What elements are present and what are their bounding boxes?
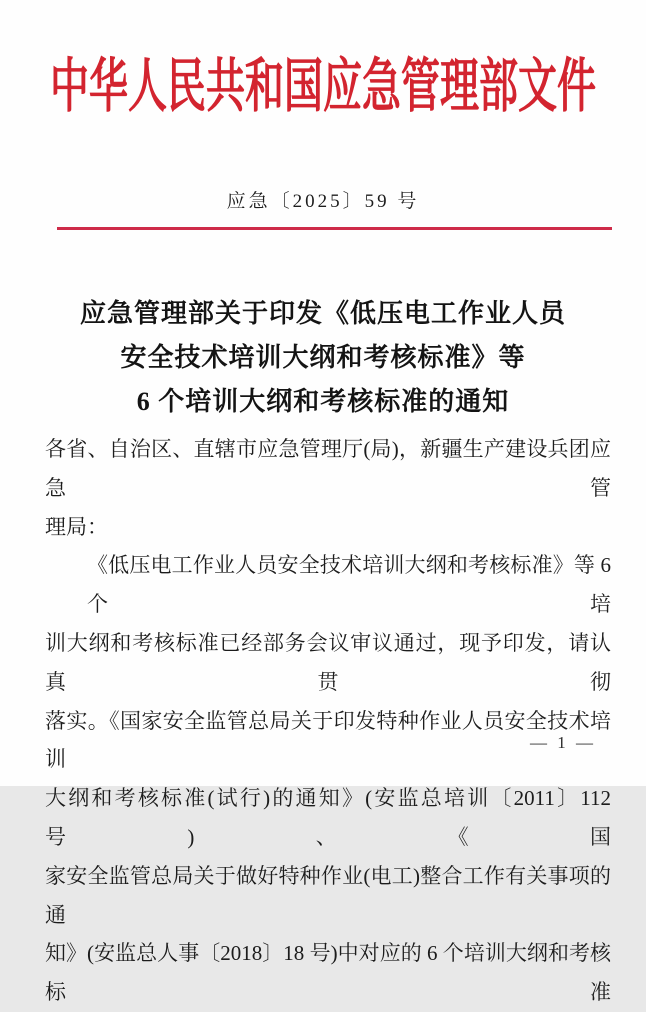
doc-number: 应急〔2025〕59 号 (226, 191, 420, 212)
page-number: — 1 — (530, 733, 596, 752)
title-line-3: 6 个培训大纲和考核标准的通知 (136, 387, 510, 416)
title-line-2: 安全技术培训大纲和考核标准》等 (120, 343, 526, 372)
body-line-paragraph: 《低压电工作业人员安全技术培训大纲和考核标准》等 6 个培 (87, 553, 611, 617)
body-line-paragraph: 落实。《国家安全监管总局关于印发特种作业人员安全技术培训 (45, 708, 611, 772)
body-line-paragraph: 家安全监管总局关于做好特种作业(电工)整合工作有关事项的通 (45, 863, 611, 927)
document-title (0, 292, 646, 424)
body-line-paragraph: 知》(安监总人事〔2018〕18 号)中对应的 6 个培训大纲和考核标准 (45, 941, 611, 1005)
document-body (45, 430, 611, 1012)
header-agency-title: 中华人民共和国应急管理部文件 (49, 55, 596, 120)
body-line-paragraph: 训大纲和考核标准已经部务会议审议通过，现予印发，请认真贯彻 (45, 630, 611, 694)
document-header (0, 55, 646, 120)
red-divider-line (57, 227, 612, 230)
body-line-salutation: 各省、自治区、直辖市应急管理厅(局)，新疆生产建设兵团应急管 (45, 437, 611, 500)
body-line-salutation-end: 理局： (45, 514, 108, 539)
title-line-1: 应急管理部关于印发《低压电工作业人员 (79, 299, 566, 328)
body-line-paragraph: 大纲和考核标准(试行)的通知》(安监总培训〔2011〕112 号)、《国 (45, 786, 611, 849)
